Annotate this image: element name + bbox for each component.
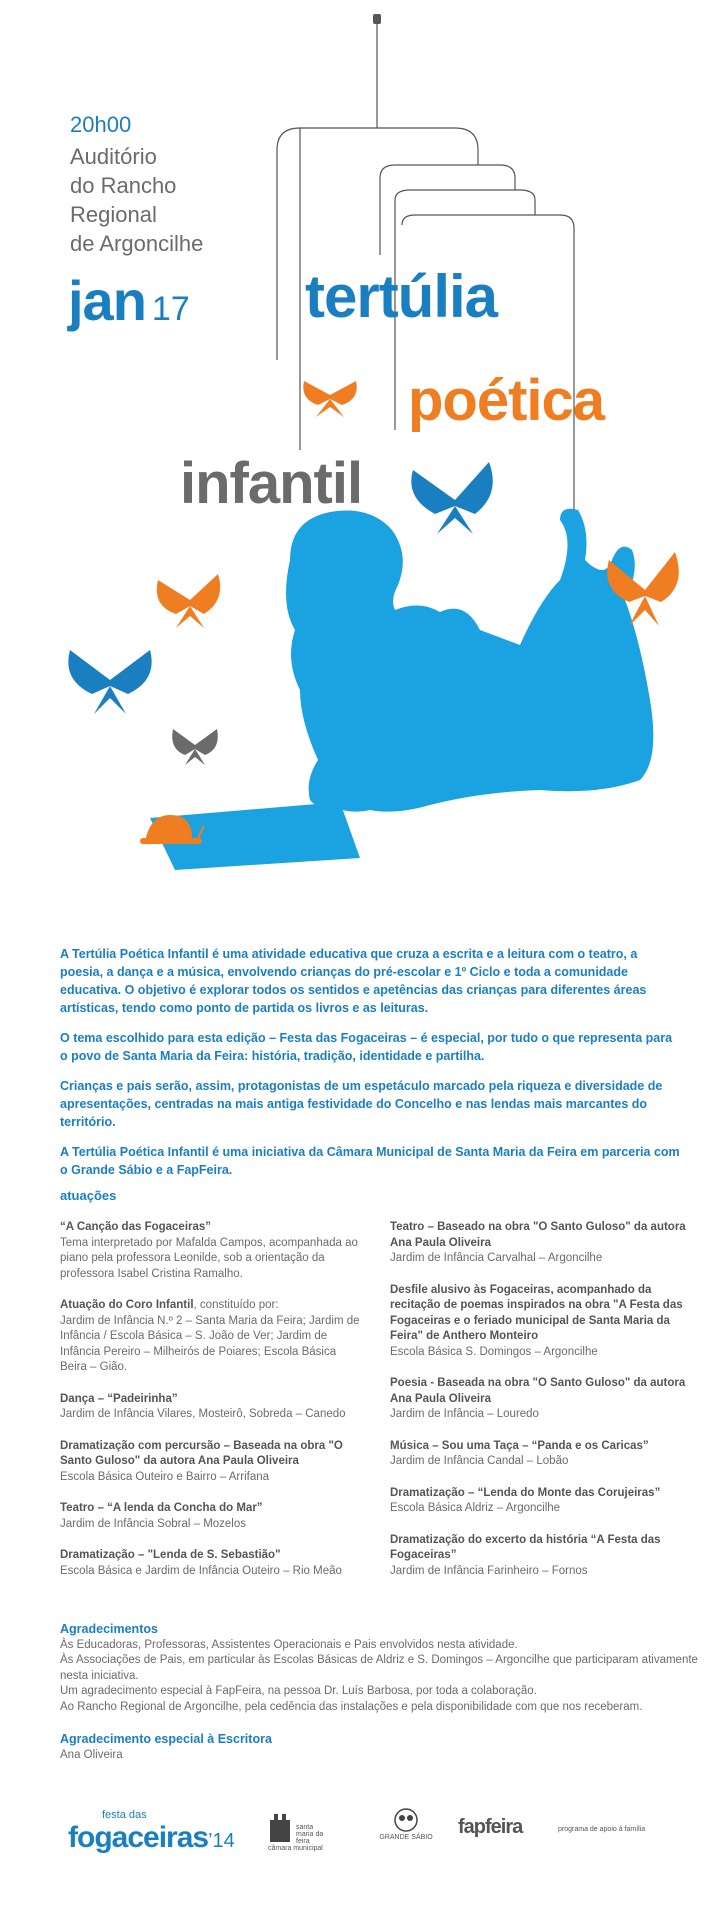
intro-paragraph: Crianças e pais serão, assim, protagonistas de um espetáculo marcado pela riqueza e diversidade de apresentações, centradas na mais antiga festividade do Concelho e nas lendas mais marcantes do território. (60, 1079, 663, 1129)
acknowledgements (60, 1622, 700, 1715)
act-title: Teatro – “A lenda da Concha do Mar” (60, 1502, 263, 1514)
fogaceiras-logo (68, 1810, 235, 1855)
butterfly-icon-orange-left (157, 574, 220, 628)
logo-text: câmara municipal (268, 1845, 323, 1852)
act-item (60, 1501, 365, 1532)
act-title-suffix: , constituído por: (193, 1299, 279, 1311)
camara-municipal-logo (268, 1814, 330, 1852)
act-item (60, 1298, 365, 1376)
act-title: Música – Sou uma Taça – “Panda e os Caricas” (390, 1439, 649, 1452)
venue-line: Auditório (70, 144, 157, 169)
act-title: Dramatização com percursão – Baseada na obra "O Santo Guloso" da autora Ana Paula Oliveira (60, 1439, 343, 1467)
act-title: Atuação do Coro Infantil (60, 1299, 194, 1311)
acknowledgement-line: Ao Rancho Regional de Argoncilhe, pela cedência das instalações e pela disponibilidade com que nos receberam. (60, 1700, 643, 1713)
event-time: 20h00 (70, 112, 132, 137)
acknowledgement-line: Um agradecimento especial à FapFeira, na pessoa Dr. Luís Barbosa, por toda a colaboração. (60, 1685, 537, 1697)
act-detail: Jardim de Infância Candal – Lobão (390, 1455, 569, 1467)
logo-text: GRANDE SÁBIO (379, 1834, 433, 1841)
act-title: “A Canção das Fogaceiras” (60, 1221, 212, 1233)
sponsor-footer (0, 1800, 724, 1870)
act-title: Dramatização – “Lenda do Monte das Corujeiras” (390, 1486, 661, 1499)
butterfly-icon-blue-left (68, 650, 151, 714)
butterfly-icon-blue-mid (411, 462, 492, 534)
logo-text: santa maria da feira (296, 1824, 324, 1845)
act-item (390, 1376, 695, 1423)
intro-text (60, 945, 680, 1191)
act-detail: Jardim de Infância Sobral – Mozelos (60, 1517, 247, 1530)
family-programme-logo: programa de apoio à família (558, 1826, 646, 1833)
acknowledgement-line: Às Educadoras, Professoras, Assistentes Operacionais e Pais envolvidos nesta atividade. (60, 1638, 518, 1651)
logo-small-text: festa das (102, 1809, 147, 1821)
act-item (60, 1548, 365, 1579)
act-title: Poesia - Baseada na obra "O Santo Guloso" da autora Ana Paula Oliveira (390, 1377, 686, 1405)
act-detail: Jardim de Infância – Louredo (390, 1408, 539, 1420)
acts-heading: atuações (60, 1188, 117, 1203)
act-detail: Jardim de Infância N.º 2 – Santa Maria da Feira; Jardim de Infância / Escola Básica – S. João de Ver; Jardim de Infância Pereiro – Milheirós de Poiares; Escola Básica Beira – Gião. (60, 1314, 360, 1373)
act-detail: Jardim de Infância Farinheiro – Fornos (390, 1564, 588, 1577)
act-detail: Jardim de Infância Vilares, Mosteirô, Sobreda – Canedo (60, 1408, 346, 1420)
castle-icon (268, 1814, 292, 1842)
butterfly-icon-orange-top (303, 381, 356, 417)
act-item (390, 1533, 695, 1580)
intro-paragraph: A Tertúlia Poética Infantil é uma atividade educativa que cruza a escrita e a leitura com o teatro, a poesia, a dança e a música, envolvendo crianças do pré-escolar e 1º Ciclo e toda a comunidade educativa. O objetivo é explorar todos os sentidos e apetências das crianças para diferentes áreas artísticas, tendo como ponto de partida os livros e as leituras. (60, 947, 647, 1015)
act-title: Desfile alusivo às Fogaceiras, acompanhado da recitação de poemas inspirados na obra "A Festa das Fogaceiras e o feriado municipal de Santa Maria da Feira" de Anthero Monteiro (390, 1283, 683, 1342)
act-item (390, 1486, 695, 1517)
owl-icon (393, 1808, 419, 1832)
venue-line: do Rancho (70, 173, 177, 198)
act-title: Teatro – Baseado na obra "O Santo Guloso" da autora Ana Paula Oliveira (390, 1221, 686, 1249)
title-line-3: infantil (180, 451, 363, 516)
act-detail: Escola Básica Aldriz – Argoncilhe (390, 1502, 561, 1514)
title-line-2: poética (408, 368, 605, 433)
event-month: jan (68, 269, 146, 332)
act-detail: Escola Básica e Jardim de Infância Outeiro – Rio Meão (60, 1564, 342, 1577)
event-venue (70, 142, 270, 258)
act-detail: Escola Básica S. Domingos – Argoncilhe (390, 1345, 598, 1358)
special-thanks-name: Ana Oliveira (60, 1749, 123, 1761)
fapfeira-logo: fapfeira (458, 1816, 523, 1838)
intro-paragraph: O tema escolhido para esta edição – Festa das Fogaceiras – é especial, por tudo o que representa para o povo de Santa Maria da Feira: história, tradição, identidade e partilha. (60, 1031, 673, 1063)
venue-line: Regional (70, 202, 157, 227)
girl-silhouette (150, 509, 653, 870)
logo-year: ’14 (208, 1830, 235, 1852)
act-item (60, 1439, 365, 1486)
act-item (60, 1220, 365, 1282)
act-item (390, 1220, 695, 1267)
venue-line: de Argoncilhe (70, 231, 204, 256)
acts-column-left (60, 1220, 365, 1595)
event-day: 17 (151, 290, 190, 328)
grande-sabio-logo (376, 1808, 436, 1841)
act-title: Dança – “Padeirinha” (60, 1392, 178, 1405)
event-date (68, 268, 190, 333)
act-title: Dramatização – "Lenda de S. Sebastião" (60, 1549, 281, 1561)
special-thanks-heading: Agradecimento especial à Escritora (60, 1732, 272, 1746)
title-line-1: tertúlia (305, 263, 498, 330)
act-item (390, 1283, 695, 1361)
intro-paragraph: A Tertúlia Poética Infantil é uma iniciativa da Câmara Municipal de Santa Maria da Feira em parceria com o Grande Sábio e a FapFeira. (60, 1145, 680, 1177)
act-item (390, 1439, 695, 1470)
act-title: Dramatização do excerto da história “A Festa das Fogaceiras” (390, 1533, 661, 1561)
butterfly-icon-grey (172, 729, 218, 765)
acknowledgement-line: Às Associações de Pais, em particular às Escolas Básicas de Aldriz e S. Domingos – Argoncilhe que participaram ativamente nesta iniciativa. (60, 1654, 698, 1682)
act-detail: Tema interpretado por Mafalda Campos, acompanhada ao piano pela professora Leonilde, sob a orientação da professora Isabel Cristina Ramalho. (60, 1236, 358, 1280)
special-thanks (60, 1731, 272, 1763)
acts-column-right (390, 1220, 695, 1595)
act-item (60, 1392, 365, 1423)
act-detail: Escola Básica Outeiro e Bairro – Arrifana (60, 1470, 270, 1483)
acknowledgements-heading: Agradecimentos (60, 1622, 158, 1636)
act-detail: Jardim de Infância Carvalhal – Argoncilhe (390, 1252, 603, 1264)
logo-big-text: fogaceiras (68, 1821, 209, 1854)
